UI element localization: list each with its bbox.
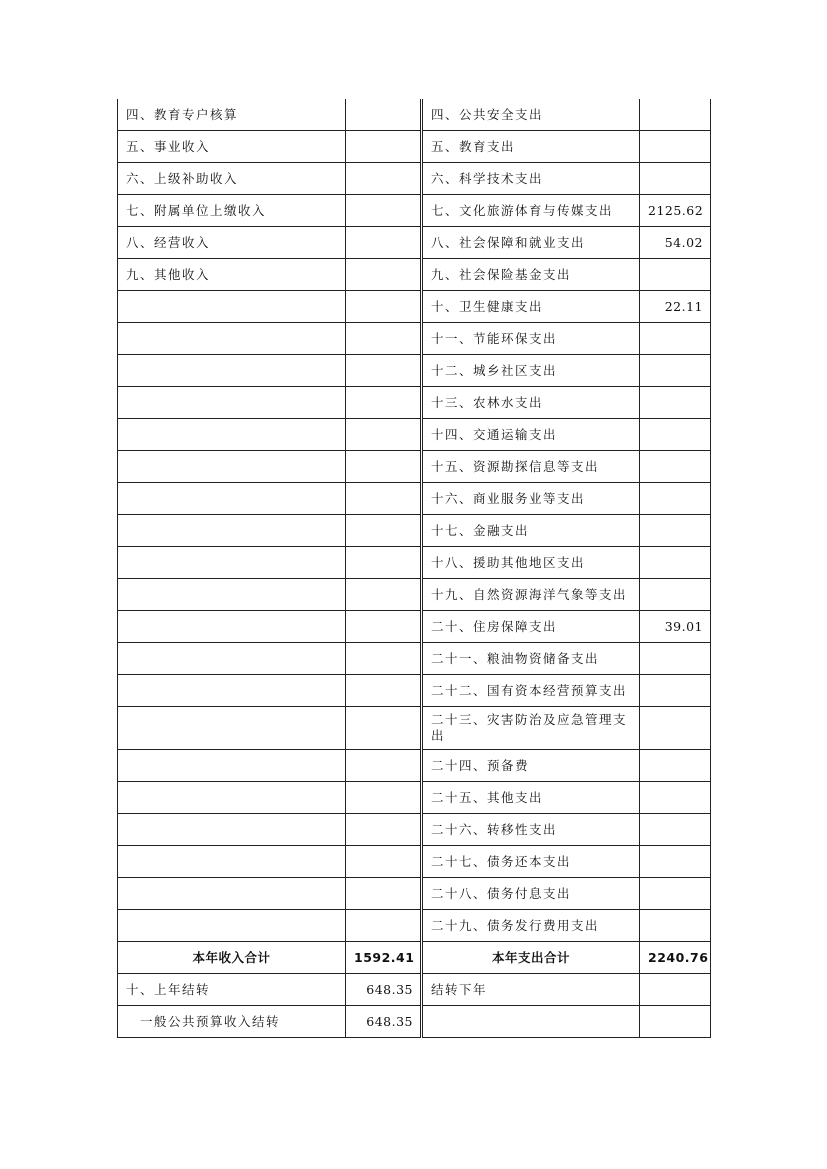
table-row [118, 878, 711, 910]
carry-row [118, 974, 711, 1006]
income-item: 六、上级补助收入 [118, 163, 346, 195]
table-row [118, 750, 711, 782]
income-item [118, 782, 346, 814]
income-amount [346, 515, 422, 547]
expense-item: 结转下年 [422, 974, 640, 1006]
table-row [118, 291, 711, 323]
carry-row [118, 1006, 711, 1038]
budget-table [117, 99, 711, 1038]
table-row [118, 355, 711, 387]
income-amount [346, 131, 422, 163]
total-row [118, 942, 711, 974]
income-amount [346, 579, 422, 611]
income-item: 四、教育专户核算 [118, 99, 346, 131]
expense-item: 十七、金融支出 [422, 515, 640, 547]
expense-total-amount: 2240.76 [640, 942, 711, 974]
table-row [118, 387, 711, 419]
expense-item: 十四、交通运输支出 [422, 419, 640, 451]
income-item [118, 291, 346, 323]
table-row [118, 195, 711, 227]
expense-item: 二十五、其他支出 [422, 782, 640, 814]
expense-item: 九、社会保险基金支出 [422, 259, 640, 291]
income-total-label: 本年收入合计 [118, 942, 346, 974]
income-item: 八、经营收入 [118, 227, 346, 259]
income-amount [346, 750, 422, 782]
income-item: 七、附属单位上缴收入 [118, 195, 346, 227]
income-item [118, 355, 346, 387]
expense-item: 二十一、粮油物资储备支出 [422, 643, 640, 675]
expense-amount [640, 323, 711, 355]
expense-item: 五、教育支出 [422, 131, 640, 163]
expense-amount: 54.02 [640, 227, 711, 259]
table-row [118, 259, 711, 291]
income-item [118, 846, 346, 878]
table-row [118, 323, 711, 355]
table-row [118, 483, 711, 515]
income-item [118, 814, 346, 846]
expense-amount [640, 579, 711, 611]
expense-amount [640, 163, 711, 195]
income-amount [346, 195, 422, 227]
expense-amount [640, 355, 711, 387]
income-item [118, 611, 346, 643]
income-item [118, 910, 346, 942]
table-row [118, 782, 711, 814]
income-item [118, 323, 346, 355]
income-amount [346, 387, 422, 419]
income-amount [346, 259, 422, 291]
income-item: 九、其他收入 [118, 259, 346, 291]
table-row [118, 814, 711, 846]
expense-item: 十五、资源勘探信息等支出 [422, 451, 640, 483]
expense-amount [640, 1006, 711, 1038]
income-amount [346, 291, 422, 323]
income-item [118, 451, 346, 483]
expense-amount [640, 419, 711, 451]
expense-item: 十六、商业服务业等支出 [422, 483, 640, 515]
income-amount [346, 782, 422, 814]
income-item [118, 707, 346, 750]
income-item [118, 515, 346, 547]
expense-item: 十、卫生健康支出 [422, 291, 640, 323]
expense-total-label: 本年支出合计 [422, 942, 640, 974]
table-row [118, 611, 711, 643]
table-row [118, 910, 711, 942]
income-item [118, 547, 346, 579]
income-amount [346, 547, 422, 579]
expense-amount [640, 750, 711, 782]
expense-amount [640, 974, 711, 1006]
expense-item: 七、文化旅游体育与传媒支出 [422, 195, 640, 227]
income-amount [346, 419, 422, 451]
expense-item: 二十八、债务付息支出 [422, 878, 640, 910]
expense-item: 十三、农林水支出 [422, 387, 640, 419]
expense-amount [640, 707, 711, 750]
expense-item: 十一、节能环保支出 [422, 323, 640, 355]
table-row [118, 707, 711, 750]
expense-item: 二十四、预备费 [422, 750, 640, 782]
expense-amount [640, 814, 711, 846]
expense-item [422, 1006, 640, 1038]
income-item: 五、事业收入 [118, 131, 346, 163]
expense-amount: 2125.62 [640, 195, 711, 227]
expense-amount [640, 515, 711, 547]
expense-amount [640, 846, 711, 878]
expense-item: 二十七、债务还本支出 [422, 846, 640, 878]
income-amount [346, 643, 422, 675]
expense-item: 十八、援助其他地区支出 [422, 547, 640, 579]
income-item [118, 643, 346, 675]
income-item [118, 419, 346, 451]
expense-item: 二十九、债务发行费用支出 [422, 910, 640, 942]
table-row [118, 419, 711, 451]
expense-amount: 39.01 [640, 611, 711, 643]
expense-amount [640, 782, 711, 814]
table-row [118, 451, 711, 483]
income-item [118, 387, 346, 419]
income-amount [346, 675, 422, 707]
table-row [118, 227, 711, 259]
income-item [118, 579, 346, 611]
expense-item: 二十三、灾害防治及应急管理支出 [422, 707, 640, 750]
income-amount [346, 227, 422, 259]
expense-amount [640, 675, 711, 707]
table-row [118, 515, 711, 547]
income-item [118, 750, 346, 782]
expense-amount [640, 99, 711, 131]
expense-item: 四、公共安全支出 [422, 99, 640, 131]
table-row [118, 846, 711, 878]
income-amount [346, 707, 422, 750]
income-amount [346, 846, 422, 878]
income-amount [346, 451, 422, 483]
expense-amount [640, 878, 711, 910]
table-row [118, 99, 711, 131]
table-row [118, 579, 711, 611]
expense-amount [640, 131, 711, 163]
income-item [118, 483, 346, 515]
table-row [118, 675, 711, 707]
expense-amount [640, 547, 711, 579]
income-item [118, 878, 346, 910]
income-amount [346, 483, 422, 515]
expense-item: 二十、住房保障支出 [422, 611, 640, 643]
table-row [118, 163, 711, 195]
income-amount [346, 910, 422, 942]
income-amount: 648.35 [346, 974, 422, 1006]
income-item: 一般公共预算收入结转 [118, 1006, 346, 1038]
income-item [118, 675, 346, 707]
expense-amount [640, 451, 711, 483]
expense-amount [640, 259, 711, 291]
expense-item: 十二、城乡社区支出 [422, 355, 640, 387]
expense-item: 二十二、国有资本经营预算支出 [422, 675, 640, 707]
income-amount: 648.35 [346, 1006, 422, 1038]
table-row [118, 643, 711, 675]
income-amount [346, 878, 422, 910]
income-amount [346, 99, 422, 131]
income-amount [346, 163, 422, 195]
income-amount [346, 611, 422, 643]
table-row [118, 131, 711, 163]
income-amount [346, 355, 422, 387]
expense-item: 十九、自然资源海洋气象等支出 [422, 579, 640, 611]
expense-item: 六、科学技术支出 [422, 163, 640, 195]
income-item: 十、上年结转 [118, 974, 346, 1006]
income-total-amount: 1592.41 [346, 942, 422, 974]
expense-item: 二十六、转移性支出 [422, 814, 640, 846]
expense-amount: 22.11 [640, 291, 711, 323]
expense-amount [640, 910, 711, 942]
table-row [118, 547, 711, 579]
income-amount [346, 323, 422, 355]
expense-amount [640, 643, 711, 675]
expense-amount [640, 387, 711, 419]
expense-item: 八、社会保障和就业支出 [422, 227, 640, 259]
expense-amount [640, 483, 711, 515]
income-amount [346, 814, 422, 846]
